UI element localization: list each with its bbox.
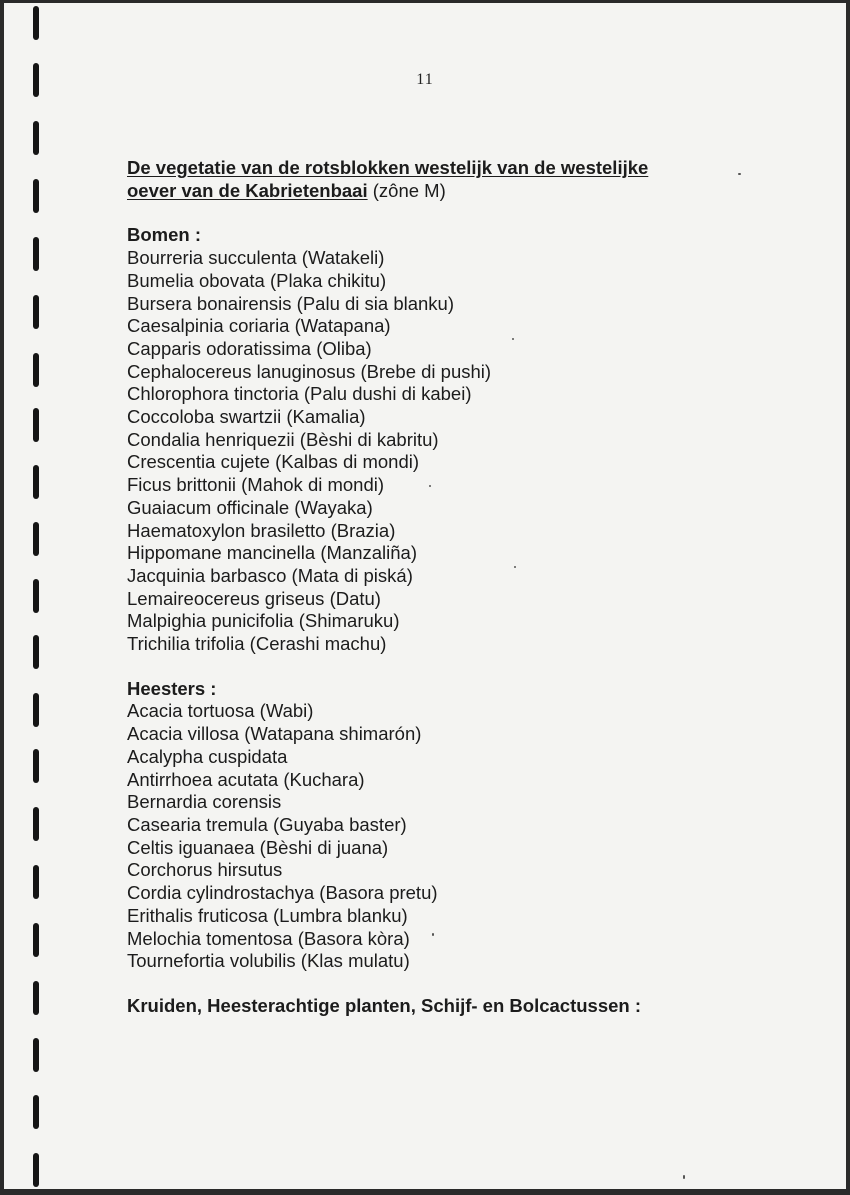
species-item: Acacia tortuosa (Wabi) (127, 700, 314, 722)
species-item: Antirrhoea acutata (Kuchara) (127, 768, 365, 790)
document-title (127, 157, 767, 202)
species-item: Tournefortia volubilis (Klas mulatu) (127, 950, 410, 972)
title-line-1: De vegetatie van de rotsblokken westelijk van de westelijke (127, 157, 649, 178)
paper-speck (738, 173, 741, 175)
paper-speck (429, 485, 431, 487)
binder-hole (33, 865, 39, 899)
species-item: Cordia cylindrostachya (Basora pretu) (127, 882, 438, 904)
binder-hole (33, 807, 39, 841)
title-line-2: oever van de Kabrietenbaai (127, 179, 368, 201)
binder-hole (33, 923, 39, 957)
species-item: Trichilia trifolia (Cerashi machu) (127, 633, 387, 655)
species-item: Celtis iguanaea (Bèshi di juana) (127, 836, 389, 858)
species-item: Casearia tremula (Guyaba baster) (127, 813, 407, 835)
paper-speck (683, 1175, 685, 1179)
species-item: Guaiacum officinale (Wayaka) (127, 496, 373, 518)
species-item: Lemaireocereus griseus (Datu) (127, 587, 381, 609)
binder-hole (33, 522, 39, 556)
species-item: Melochia tomentosa (Basora kòra) (127, 927, 410, 949)
species-item: Haematoxylon brasiletto (Brazia) (127, 519, 396, 541)
document-body (127, 157, 767, 1018)
paper-speck (432, 933, 434, 936)
species-item: Acacia villosa (Watapana shimarón) (127, 723, 422, 745)
page-number: 11 (416, 71, 434, 88)
species-item: Hippomane mancinella (Manzaliña) (127, 542, 417, 564)
species-item: Bursera bonairensis (Palu di sia blanku) (127, 292, 455, 314)
binder-hole (33, 465, 39, 499)
species-item: Coccoloba swartzii (Kamalia) (127, 406, 366, 428)
binder-hole (33, 981, 39, 1015)
species-item: Chlorophora tinctoria (Palu dushi di kabei) (127, 383, 472, 405)
binder-hole (33, 6, 39, 40)
species-item: Cephalocereus lanuginosus (Brebe di pushi) (127, 360, 492, 382)
paper-speck (514, 566, 516, 568)
species-item: Crescentia cujete (Kalbas di mondi) (127, 451, 420, 473)
section-heading-heesters: Heesters : (127, 677, 217, 699)
section-heading-bomen: Bomen : (127, 224, 201, 246)
binder-hole (33, 635, 39, 669)
binder-hole (33, 693, 39, 727)
binder-hole (33, 579, 39, 613)
binder-hole (33, 237, 39, 271)
binder-hole (33, 1153, 39, 1187)
title-zone-label: (zône M) (367, 179, 446, 201)
binder-hole (33, 408, 39, 442)
binder-hole (33, 1095, 39, 1129)
document-page (4, 3, 846, 1189)
section-heading-kruiden: Kruiden, Heesterachtige planten, Schijf- en Bolcactussen : (127, 994, 642, 1016)
paper-speck (512, 338, 514, 340)
binder-hole (33, 121, 39, 155)
species-item: Capparis odoratissima (Oliba) (127, 337, 372, 359)
species-item: Caesalpinia coriaria (Watapana) (127, 315, 391, 337)
binder-hole (33, 1038, 39, 1072)
species-item: Malpighia punicifolia (Shimaruku) (127, 610, 400, 632)
binder-hole (33, 353, 39, 387)
binder-hole (33, 749, 39, 783)
species-item: Bourreria succulenta (Watakeli) (127, 247, 385, 269)
species-item: Jacquinia barbasco (Mata di piská) (127, 564, 413, 586)
species-item: Bumelia obovata (Plaka chikitu) (127, 269, 387, 291)
species-list-bomen (127, 247, 767, 656)
species-list-heesters (127, 700, 767, 972)
species-item: Acalypha cuspidata (127, 745, 288, 767)
binder-hole (33, 179, 39, 213)
binder-holes (30, 3, 50, 1189)
species-item: Bernardia corensis (127, 791, 282, 813)
species-item: Condalia henriquezii (Bèshi di kabritu) (127, 428, 439, 450)
binder-hole (33, 295, 39, 329)
species-item: Corchorus hirsutus (127, 859, 283, 881)
species-item: Ficus brittonii (Mahok di mondi) (127, 474, 385, 496)
species-item: Erithalis fruticosa (Lumbra blanku) (127, 904, 408, 926)
